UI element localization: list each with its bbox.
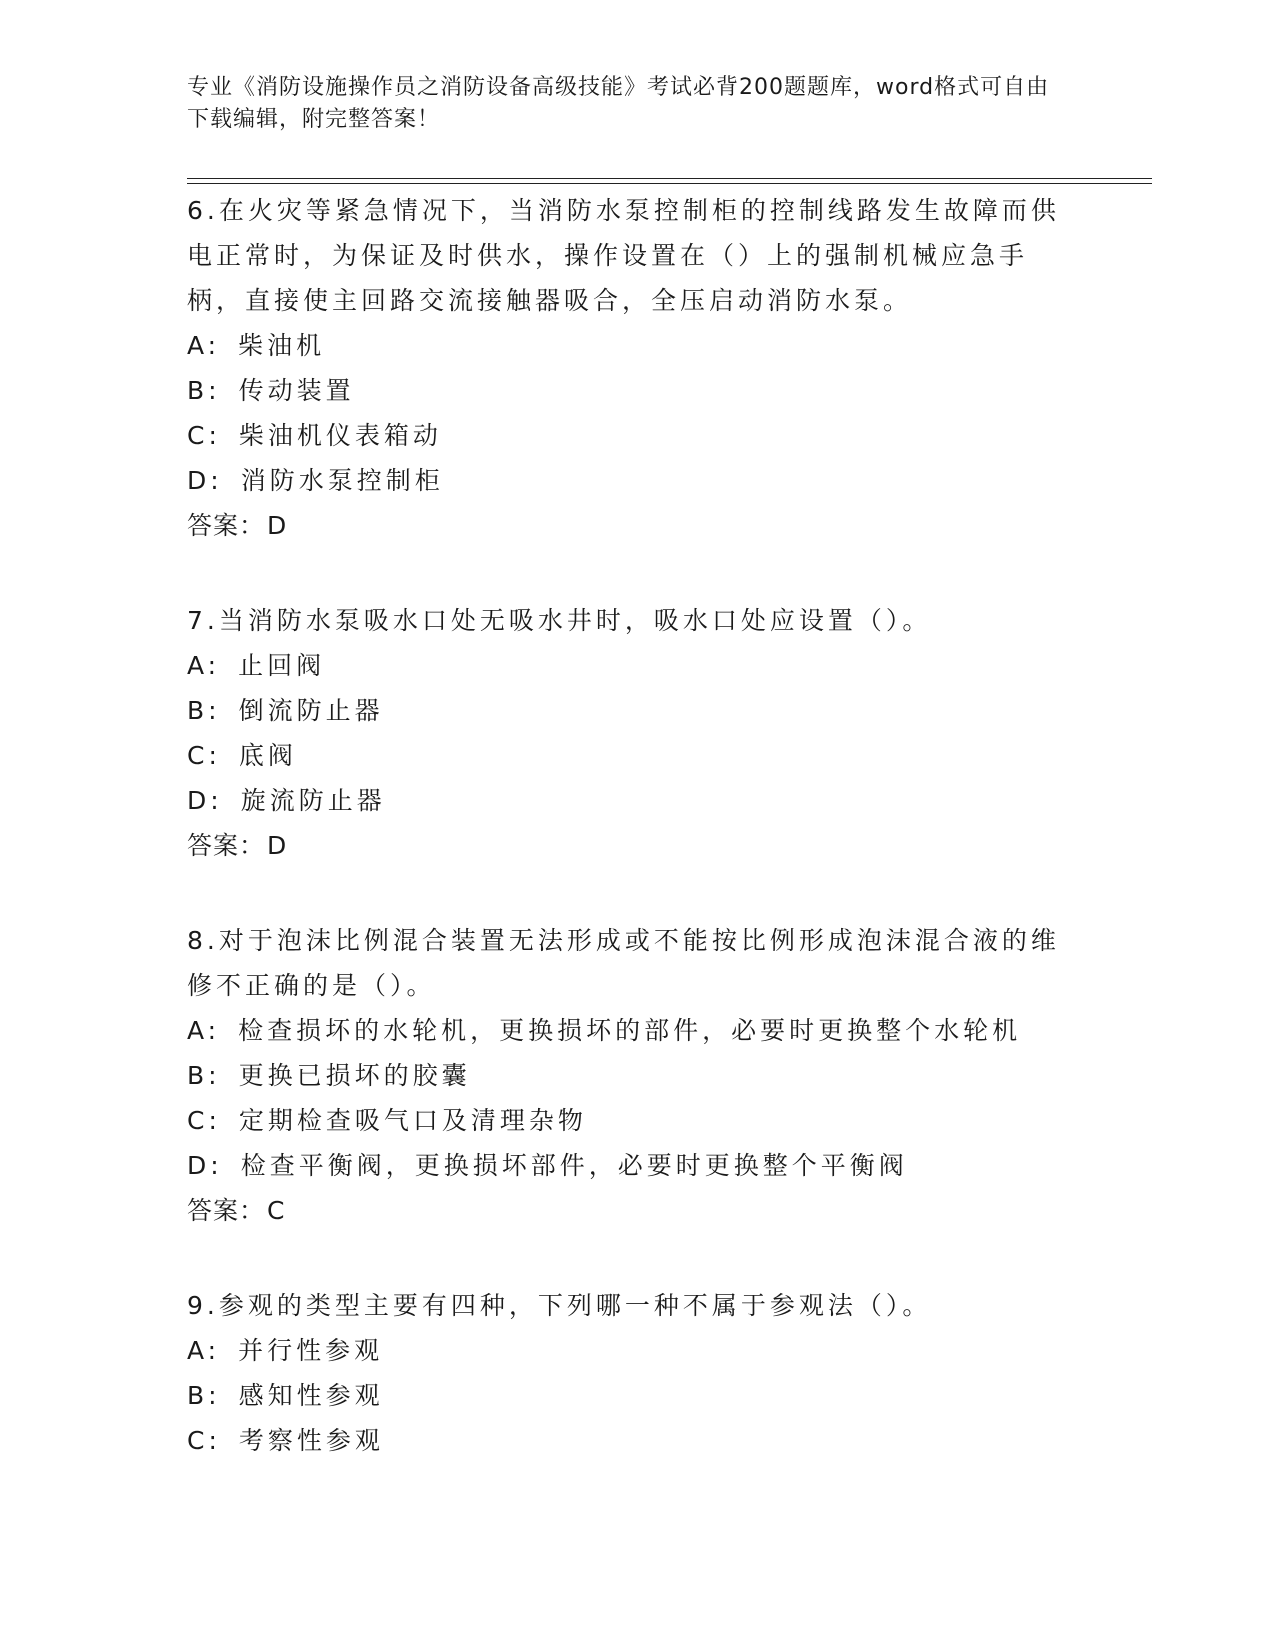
option-text: 考察性参观 bbox=[238, 1426, 384, 1455]
option-key: B: bbox=[187, 696, 221, 725]
option-text: 倒流防止器 bbox=[238, 696, 384, 725]
option-key: B: bbox=[187, 1061, 221, 1090]
question-list bbox=[187, 188, 1067, 1513]
option-key: C: bbox=[187, 1426, 221, 1455]
option-key: A: bbox=[187, 331, 221, 360]
answer-line bbox=[187, 823, 1067, 868]
answer-label: 答案： bbox=[187, 1196, 266, 1225]
answer-line bbox=[187, 1188, 1067, 1233]
answer-value: D bbox=[267, 511, 288, 540]
document-header bbox=[187, 72, 1067, 136]
option-b bbox=[187, 688, 1067, 733]
option-key: C: bbox=[187, 421, 221, 450]
option-text: 传动装置 bbox=[238, 376, 355, 405]
option-d bbox=[187, 1143, 1067, 1188]
option-c bbox=[187, 413, 1067, 458]
option-key: D: bbox=[187, 786, 223, 815]
option-d bbox=[187, 458, 1067, 503]
option-a bbox=[187, 643, 1067, 688]
option-text: 更换已损坏的胶囊 bbox=[238, 1061, 471, 1090]
option-key: C: bbox=[187, 1106, 221, 1135]
question-stem: 9.参观的类型主要有四种，下列哪一种不属于参观法（）。 bbox=[187, 1291, 932, 1320]
answer-value: D bbox=[267, 831, 288, 860]
option-text: 旋流防止器 bbox=[240, 786, 386, 815]
option-key: A: bbox=[187, 1016, 221, 1045]
answer-line bbox=[187, 503, 1067, 548]
option-c bbox=[187, 733, 1067, 778]
option-a bbox=[187, 1008, 1067, 1053]
header-divider-top bbox=[187, 178, 1152, 179]
option-c bbox=[187, 1418, 1067, 1463]
question-7 bbox=[187, 598, 1067, 868]
option-key: B: bbox=[187, 1381, 221, 1410]
option-text: 底阀 bbox=[238, 741, 297, 770]
question-8 bbox=[187, 918, 1067, 1233]
option-text: 柴油机 bbox=[238, 331, 326, 360]
option-text: 消防水泵控制柜 bbox=[240, 466, 444, 495]
option-a bbox=[187, 1328, 1067, 1373]
option-c bbox=[187, 1098, 1067, 1143]
question-stem: 7.当消防水泵吸水口处无吸水井时，吸水口处应设置（）。 bbox=[187, 606, 932, 635]
answer-value: C bbox=[267, 1196, 286, 1225]
option-b bbox=[187, 1053, 1067, 1098]
option-a bbox=[187, 323, 1067, 368]
option-key: D: bbox=[187, 1151, 223, 1180]
option-key: B: bbox=[187, 376, 221, 405]
header-title: 专业《消防设施操作员之消防设备高级技能》考试必背200题题库，word格式可自由下载编辑，附完整答案！ bbox=[187, 75, 1050, 132]
option-key: D: bbox=[187, 466, 223, 495]
option-text: 检查损坏的水轮机，更换损坏的部件，必要时更换整个水轮机 bbox=[238, 1016, 1022, 1045]
option-key: C: bbox=[187, 741, 221, 770]
option-key: A: bbox=[187, 651, 221, 680]
question-6 bbox=[187, 188, 1067, 548]
option-text: 感知性参观 bbox=[238, 1381, 384, 1410]
option-b bbox=[187, 368, 1067, 413]
option-b bbox=[187, 1373, 1067, 1418]
question-stem: 8.对于泡沫比例混合装置无法形成或不能按比例形成泡沫混合液的维修不正确的是（）。 bbox=[187, 926, 1060, 1000]
question-9 bbox=[187, 1283, 1067, 1463]
option-text: 定期检查吸气口及清理杂物 bbox=[238, 1106, 587, 1135]
answer-label: 答案： bbox=[187, 831, 266, 860]
option-text: 检查平衡阀，更换损坏部件，必要时更换整个平衡阀 bbox=[240, 1151, 908, 1180]
option-d bbox=[187, 778, 1067, 823]
option-key: A: bbox=[187, 1336, 221, 1365]
option-text: 止回阀 bbox=[238, 651, 326, 680]
option-text: 并行性参观 bbox=[238, 1336, 384, 1365]
header-divider-bottom bbox=[187, 183, 1152, 184]
question-stem: 6.在火灾等紧急情况下，当消防水泵控制柜的控制线路发生故障而供电正常时，为保证及时供水，操作设置在（）上的强制机械应急手柄，直接使主回路交流接触器吸合，全压启动消防水泵。 bbox=[187, 196, 1060, 315]
answer-label: 答案： bbox=[187, 511, 266, 540]
option-text: 柴油机仪表箱动 bbox=[238, 421, 442, 450]
